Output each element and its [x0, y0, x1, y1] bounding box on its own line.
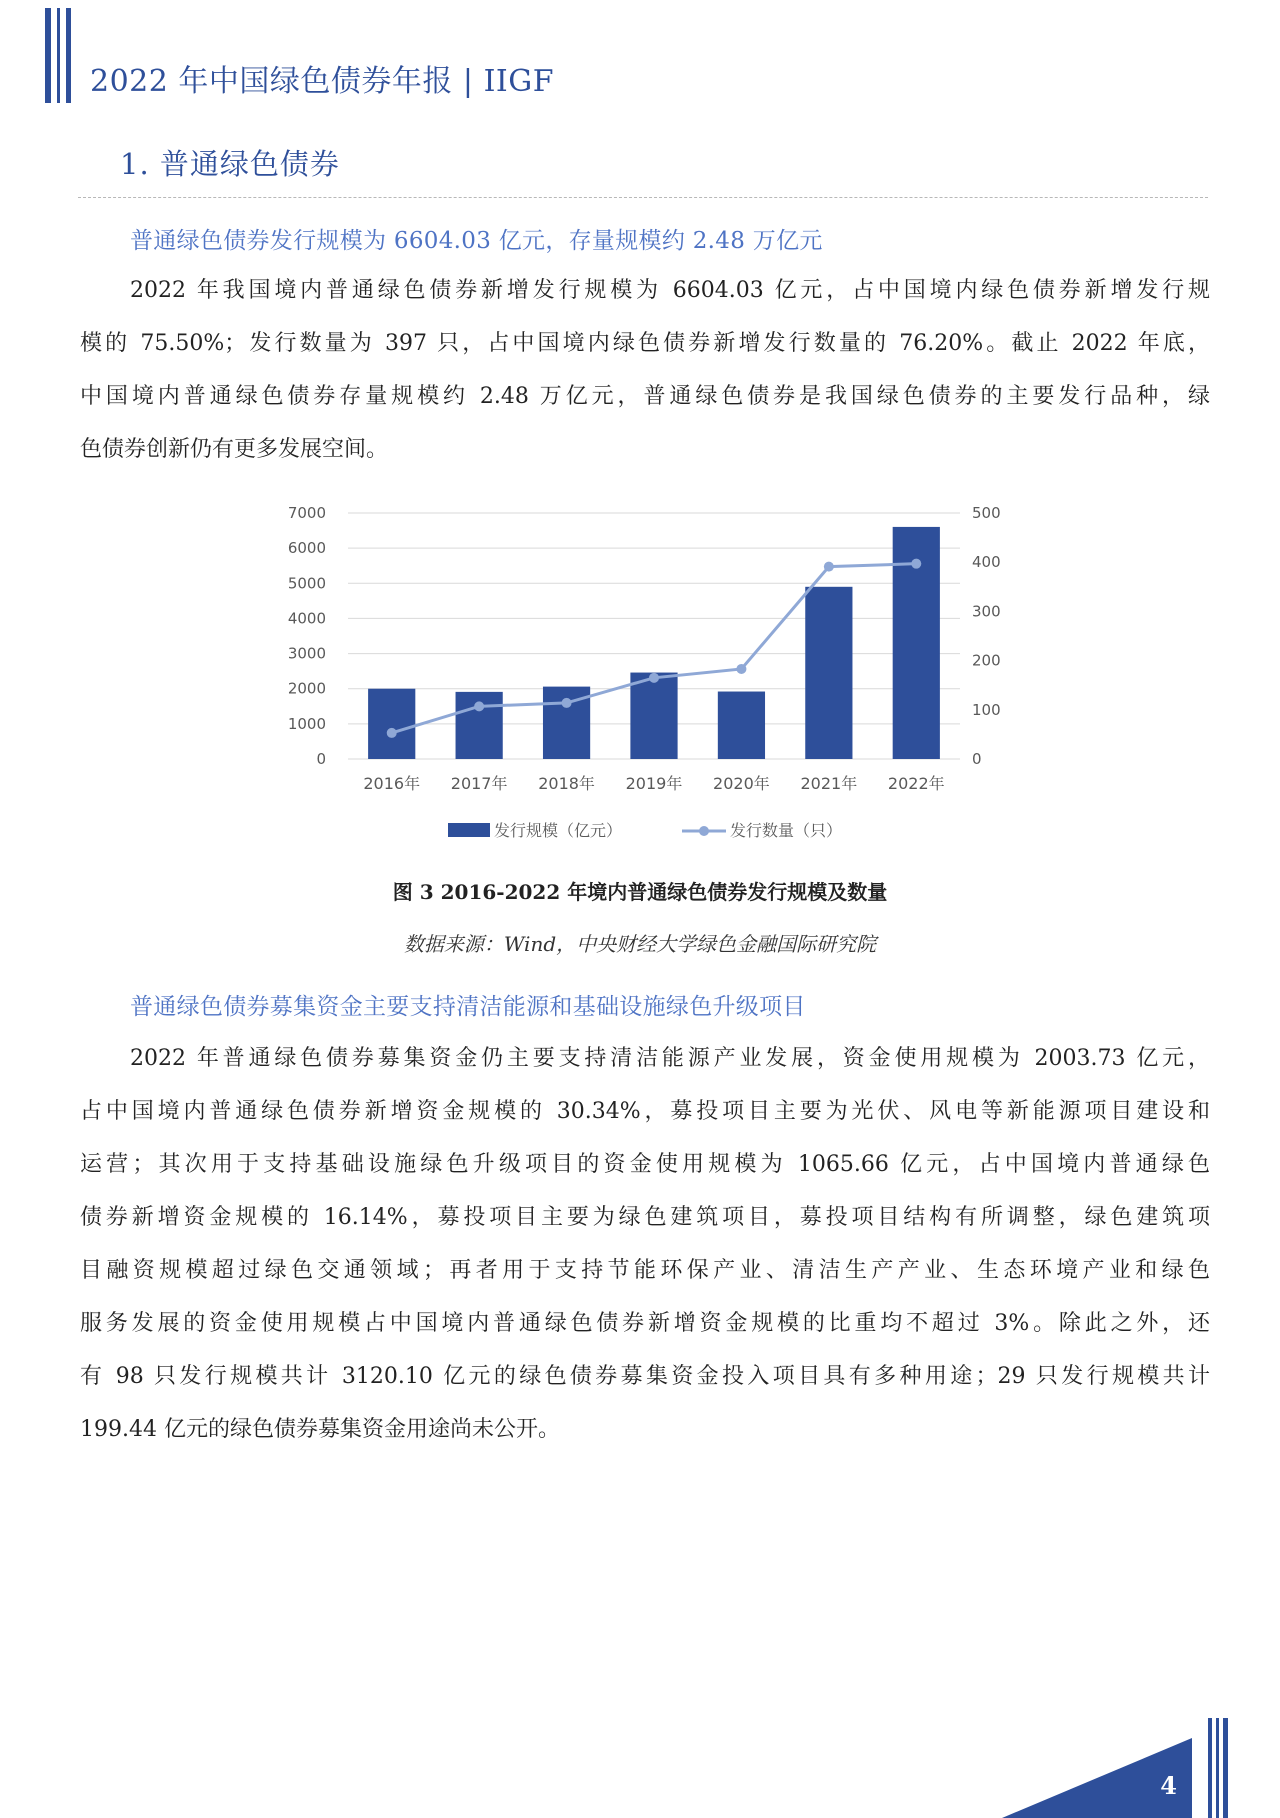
y-right-tick-label: 400 — [972, 553, 1001, 572]
issuance-chart — [280, 495, 1040, 855]
x-tick-label: 2021年 — [800, 774, 858, 793]
legend-label-line: 发行数量（只） — [730, 821, 843, 840]
y-right-tick-label: 100 — [972, 700, 1001, 719]
paragraph-fund-usage — [80, 1032, 1210, 1456]
y-right-tick-label: 300 — [972, 602, 1001, 621]
paragraph-line: 模的 75.50%；发行数量为 397 只，占中国境内绿色债券新增发行数量的 76.20%。截止 2022 年底， — [80, 331, 1210, 356]
line-point — [824, 562, 834, 572]
paragraph-line: 2022 年普通绿色债券募集资金仍主要支持清洁能源产业发展，资金使用规模为 2003.73 亿元， — [130, 1046, 1210, 1071]
bar — [630, 673, 677, 759]
figure-source: 数据来源：Wind，中央财经大学绿色金融国际研究院 — [403, 932, 877, 956]
x-tick-label: 2016年 — [363, 774, 421, 793]
line-point — [649, 673, 659, 683]
page-number: 4 — [1160, 1771, 1177, 1800]
paragraph-line: 中国境内普通绿色债券存量规模约 2.48 万亿元，普通绿色债券是我国绿色债券的主要发行品种，绿 — [80, 384, 1210, 409]
bar — [718, 692, 765, 759]
subheading-fund-usage: 普通绿色债券募集资金主要支持清洁能源和基础设施绿色升级项目 — [130, 994, 806, 1020]
y-right-tick-label: 200 — [972, 651, 1001, 670]
y-left-tick-label: 7000 — [287, 504, 326, 522]
footer-stripes — [1208, 1718, 1232, 1818]
x-tick-label: 2018年 — [538, 774, 595, 793]
y-left-tick-label: 3000 — [287, 644, 326, 663]
paragraph-line: 目融资规模超过绿色交通领域；再者用于支持节能环保产业、清洁生产产业、生态环境产业和绿色 — [80, 1258, 1210, 1283]
section-heading: 1. 普通绿色债券 — [120, 147, 340, 181]
y-left-tick-label: 5000 — [287, 574, 326, 593]
y-left-tick-label: 4000 — [287, 609, 326, 628]
paragraph-line: 199.44 亿元的绿色债券募集资金用途尚未公开。 — [80, 1417, 560, 1442]
figure-caption: 图 3 2016-2022 年境内普通绿色债券发行规模及数量 — [392, 880, 888, 904]
paragraph-line: 运营；其次用于支持基础设施绿色升级项目的资金使用规模为 1065.66 亿元，占中国境内普通绿色 — [80, 1152, 1210, 1177]
paragraph-issuance — [80, 264, 1210, 476]
paragraph-line: 色债券创新仍有更多发展空间。 — [80, 437, 389, 462]
paragraph-line: 2022 年我国境内普通绿色债券新增发行规模为 6604.03 亿元，占中国境内绿色债券新增发行规 — [130, 278, 1210, 303]
legend-label-bar: 发行规模（亿元） — [494, 821, 623, 840]
legend-swatch-point — [699, 826, 709, 836]
line-point — [736, 664, 746, 674]
y-left-tick-label: 2000 — [287, 679, 326, 698]
x-tick-label: 2020年 — [713, 774, 770, 793]
line-point — [562, 698, 572, 708]
subheading-issuance-scale: 普通绿色债券发行规模为 6604.03 亿元，存量规模约 2.48 万亿元 — [130, 228, 823, 254]
line-point — [474, 701, 484, 711]
line-point — [911, 559, 921, 569]
y-right-tick-label: 500 — [972, 504, 1001, 522]
paragraph-line: 服务发展的资金使用规模占中国境内普通绿色债券新增资金规模的比重均不超过 3%。除此之外，还 — [80, 1311, 1210, 1336]
y-left-tick-label: 0 — [316, 750, 326, 768]
header-decoration — [45, 8, 85, 103]
bar — [805, 587, 852, 759]
bar — [368, 689, 415, 759]
x-tick-label: 2022年 — [887, 774, 945, 793]
legend-swatch-bar — [448, 823, 490, 837]
x-tick-label: 2019年 — [625, 774, 683, 793]
y-left-tick-label: 6000 — [287, 539, 326, 558]
line-point — [387, 728, 397, 738]
report-header-title: 2022 年中国绿色债券年报 | IIGF — [90, 64, 555, 99]
paragraph-line: 有 98 只发行规模共计 3120.10 亿元的绿色债券募集资金投入项目具有多种用途；29 只发行规模共计 — [80, 1364, 1210, 1389]
paragraph-line: 债券新增资金规模的 16.14%，募投项目主要为绿色建筑项目，募投项目结构有所调整，绿色建筑项 — [80, 1205, 1210, 1230]
x-tick-label: 2017年 — [450, 774, 508, 793]
y-right-tick-label: 0 — [972, 750, 982, 768]
y-left-tick-label: 1000 — [287, 714, 326, 733]
section-divider — [78, 197, 1208, 198]
paragraph-line: 占中国境内普通绿色债券新增资金规模的 30.34%，募投项目主要为光伏、风电等新能源项目建设和 — [80, 1099, 1210, 1124]
